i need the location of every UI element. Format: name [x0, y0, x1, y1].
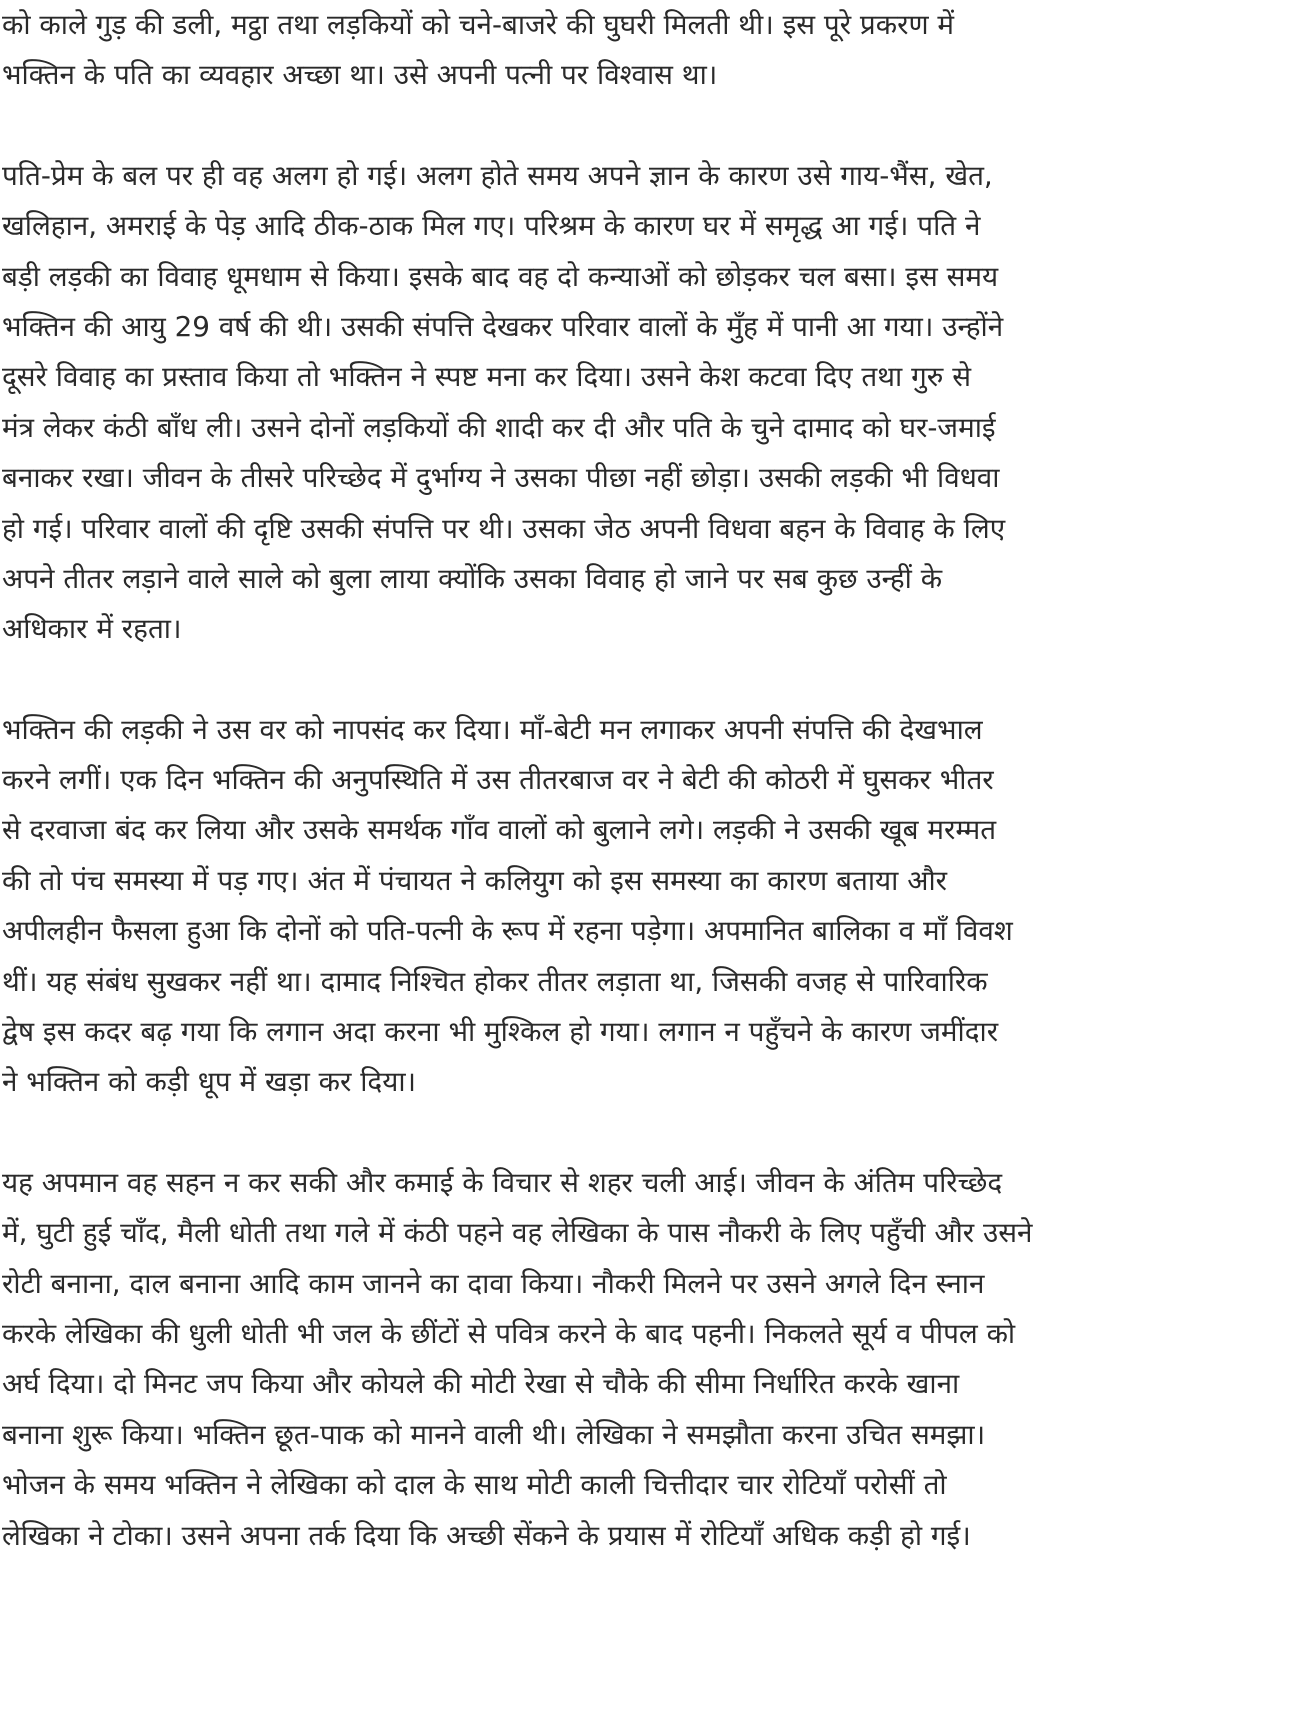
text-line: की तो पंच समस्या में पड़ गए। अंत में पंचायत ने कलियुग को इस समस्या का कारण बताया और — [2, 863, 948, 897]
text-line: भक्तिन के पति का व्यवहार अच्छा था। उसे अपनी पत्नी पर विश्वास था। — [2, 58, 718, 92]
text-line: अधिकार में रहता। — [2, 612, 182, 646]
text-line: लेखिका ने टोका। उसने अपना तर्क दिया कि अच्छी सेंकने के प्रयास में रोटियाँ अधिक कड़ी हो गई। — [2, 1518, 971, 1552]
paragraph — [2, 1158, 1295, 1561]
paragraph — [2, 0, 1295, 101]
text-line: रोटी बनाना, दाल बनाना आदि काम जानने का दावा किया। नौकरी मिलने पर उसने अगले दिन स्नान — [2, 1266, 985, 1300]
text-line: खलिहान, अमराई के पेड़ आदि ठीक-ठाक मिल गए। परिश्रम के कारण घर में समृद्ध आ गई। पति ने — [2, 209, 981, 243]
text-line: भोजन के समय भक्तिन ने लेखिका को दाल के साथ मोटी काली चित्तीदार चार रोटियाँ परोसीं तो — [2, 1468, 947, 1502]
paragraph — [2, 151, 1295, 655]
text-line: बड़ी लड़की का विवाह धूमधाम से किया। इसके बाद वह दो कन्याओं को छोड़कर चल बसा। इस समय — [2, 259, 999, 293]
paragraph — [2, 705, 1295, 1108]
text-line: में, घुटी हुई चाँद, मैली धोती तथा गले में कंठी पहने वह लेखिका के पास नौकरी के लिए पहुँची और उसने — [2, 1216, 1033, 1250]
text-line: को काले गुड़ की डली, मट्ठा तथा लड़कियों को चने-बाजरे की घुघरी मिलती थी। इस पूरे प्रकरण में — [2, 8, 955, 41]
text-line: थीं। यह संबंध सुखकर नहीं था। दामाद निश्चित होकर तीतर लड़ाता था, जिसकी वजह से पारिवारिक — [2, 964, 988, 998]
text-line: हो गई। परिवार वालों की दृष्टि उसकी संपत्ति पर थी। उसका जेठ अपनी विधवा बहन के विवाह के लिए — [2, 511, 1006, 545]
text-line: अपने तीतर लड़ाने वाले साले को बुला लाया क्योंकि उसका विवाह हो जाने पर सब कुछ उन्हीं के — [2, 561, 943, 595]
text-line: बनाना शुरू किया। भक्तिन छूत-पाक को मानने वाली थी। लेखिका ने समझौता करना उचित समझा। — [2, 1417, 986, 1451]
text-line: भक्तिन की आयु 29 वर्ष की थी। उसकी संपत्ति देखकर परिवार वालों के मुँह में पानी आ गया। उन्होंने — [2, 309, 1004, 343]
text-line: से दरवाजा बंद कर लिया और उसके समर्थक गाँव वालों को बुलाने लगे। लड़की ने उसकी खूब मरम्मत — [2, 813, 997, 847]
text-line: ने भक्तिन को कड़ी धूप में खड़ा कर दिया। — [2, 1065, 417, 1099]
text-line: दूसरे विवाह का प्रस्ताव किया तो भक्तिन ने स्पष्ट मना कर दिया। उसने केश कटवा दिए तथा गुरु से — [2, 360, 972, 394]
text-line: अपीलहीन फैसला हुआ कि दोनों को पति-पत्नी के रूप में रहना पड़ेगा। अपमानित बालिका व माँ विवश — [2, 914, 1013, 948]
text-line: मंत्र लेकर कंठी बाँध ली। उसने दोनों लड़कियों की शादी कर दी और पति के चुने दामाद को घर-जमाई — [2, 410, 996, 444]
text-line: भक्तिन की लड़की ने उस वर को नापसंद कर दिया। माँ-बेटी मन लगाकर अपनी संपत्ति की देखभाल — [2, 712, 983, 746]
text-line: अर्घ दिया। दो मिनट जप किया और कोयले की मोटी रेखा से चौके की सीमा निर्धारित करके खाना — [2, 1367, 960, 1401]
text-line: करके लेखिका की धुली धोती भी जल के छींटों से पवित्र करने के बाद पहनी। निकलते सूर्य व पीपल को — [2, 1316, 1016, 1350]
text-line: पति-प्रेम के बल पर ही वह अलग हो गई। अलग होते समय अपने ज्ञान के कारण उसे गाय-भैंस, खेत, — [2, 158, 993, 192]
text-line: यह अपमान वह सहन न कर सकी और कमाई के विचार से शहर चली आई। जीवन के अंतिम परिच्छेद — [2, 1165, 1003, 1199]
text-line: बनाकर रखा। जीवन के तीसरे परिच्छेद में दुर्भाग्य ने उसका पीछा नहीं छोड़ा। उसकी लड़की भी विधवा — [2, 461, 1000, 495]
text-line: करने लगीं। एक दिन भक्तिन की अनुपस्थिति में उस तीतरबाज वर ने बेटी की कोठरी में घुसकर भीतर — [2, 763, 994, 797]
text-line: द्वेष इस कदर बढ़ गया कि लगान अदा करना भी मुश्किल हो गया। लगान न पहुँचने के कारण जमींदार — [2, 1015, 999, 1049]
